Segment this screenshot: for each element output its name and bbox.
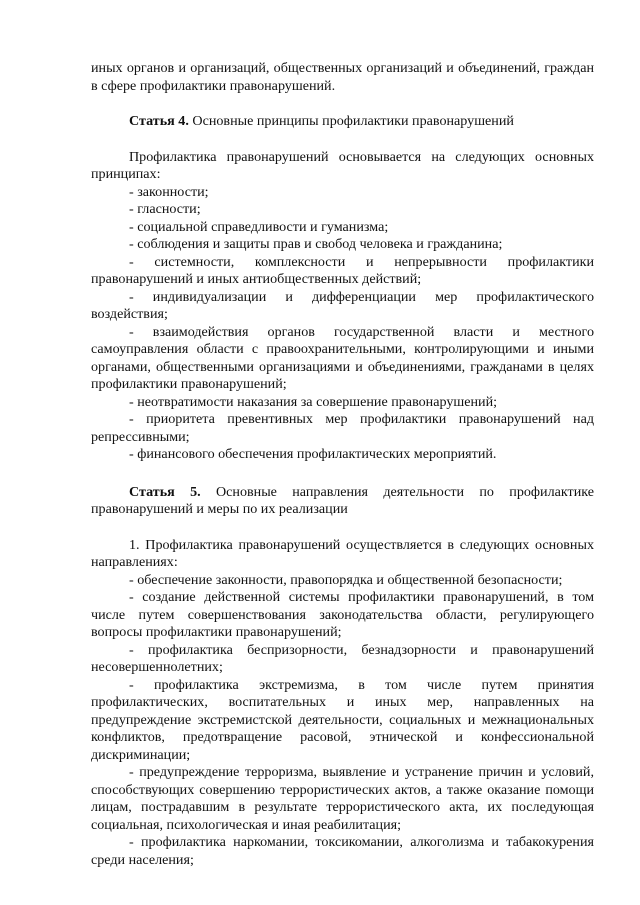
article-4-item: - взаимодействия органов государственной власти и местного самоуправления области с правоохранительными, контролирующими и иными органами, общественными организациями и объединениями, гражданами в целях профилактики правонарушений; [91,323,594,392]
article-4-item: - социальной справедливости и гуманизма; [129,218,389,235]
article-4-lead: Профилактика правонарушений основывается на следующих основных принципах: [91,148,594,182]
article-4-item: - соблюдения и защиты прав и свобод человека и гражданина; [129,236,503,252]
article-5-item: - обеспечение законности, правопорядка и общественной безопасности; [129,571,563,588]
article-5-item: - профилактика наркомании, токсикомании, алкоголизма и табакокурения среди населения; [91,834,594,868]
article-5-title: Основные направления деятельности по профилактике правонарушений и меры по их реализации [91,483,594,517]
article-4-item: - индивидуализации и дифференциации мер профилактического воздействия; [91,288,594,322]
article-5-lead: 1. Профилактика правонарушений осуществляется в следующих основных направлениях: [91,536,594,570]
article-4-label: Статья 4. [129,113,189,129]
article-4-heading [91,113,594,131]
article-5-label: Статья 5. [129,483,201,500]
article-4-item: - законности; [129,183,209,200]
article-4-title: Основные принципы профилактики правонарушений [188,113,514,129]
article-5-heading [91,484,594,519]
article-4-item: - неотвратимости наказания за совершение правонарушений; [129,393,498,410]
article-5-item: - профилактика беспризорности, безнадзорности и правонарушений несовершеннолетних; [91,641,594,675]
intro-paragraph: иных органов и организаций, общественных организаций и объединений, граждан в сфере профилактики правонарушений. [91,60,594,94]
article-4-item: - финансового обеспечения профилактических мероприятий. [129,446,497,462]
article-4-item: - системности, комплексности и непрерывности профилактики правонарушений и иных антиобщественных действий; [91,253,594,287]
article-5-item: - предупреждение терроризма, выявление и устранение причин и условий, способствующих совершению террористических актов, а также оказание помощи лицам, пострадавшим в результате террористического акта, их последующая социальная, психологическая и иная реабилитация; [91,764,594,833]
article-5-item: - создание действенной системы профилактики правонарушений, в том числе путем совершенствования законодательства области, регулирующего вопросы профилактики правонарушений; [91,589,594,640]
article-4-item: - приоритета превентивных мер профилактики правонарушений над репрессивными; [91,411,594,445]
article-4-item: - гласности; [129,201,201,217]
article-5-item: - профилактика экстремизма, в том числе путем принятия профилактических, воспитательных и иных мер, направленных на предупреждение экстремистской деятельности, социальных и межнациональных конфликтов, предотвращение расовой, этнической и конфессиональной дискриминации; [91,676,594,763]
